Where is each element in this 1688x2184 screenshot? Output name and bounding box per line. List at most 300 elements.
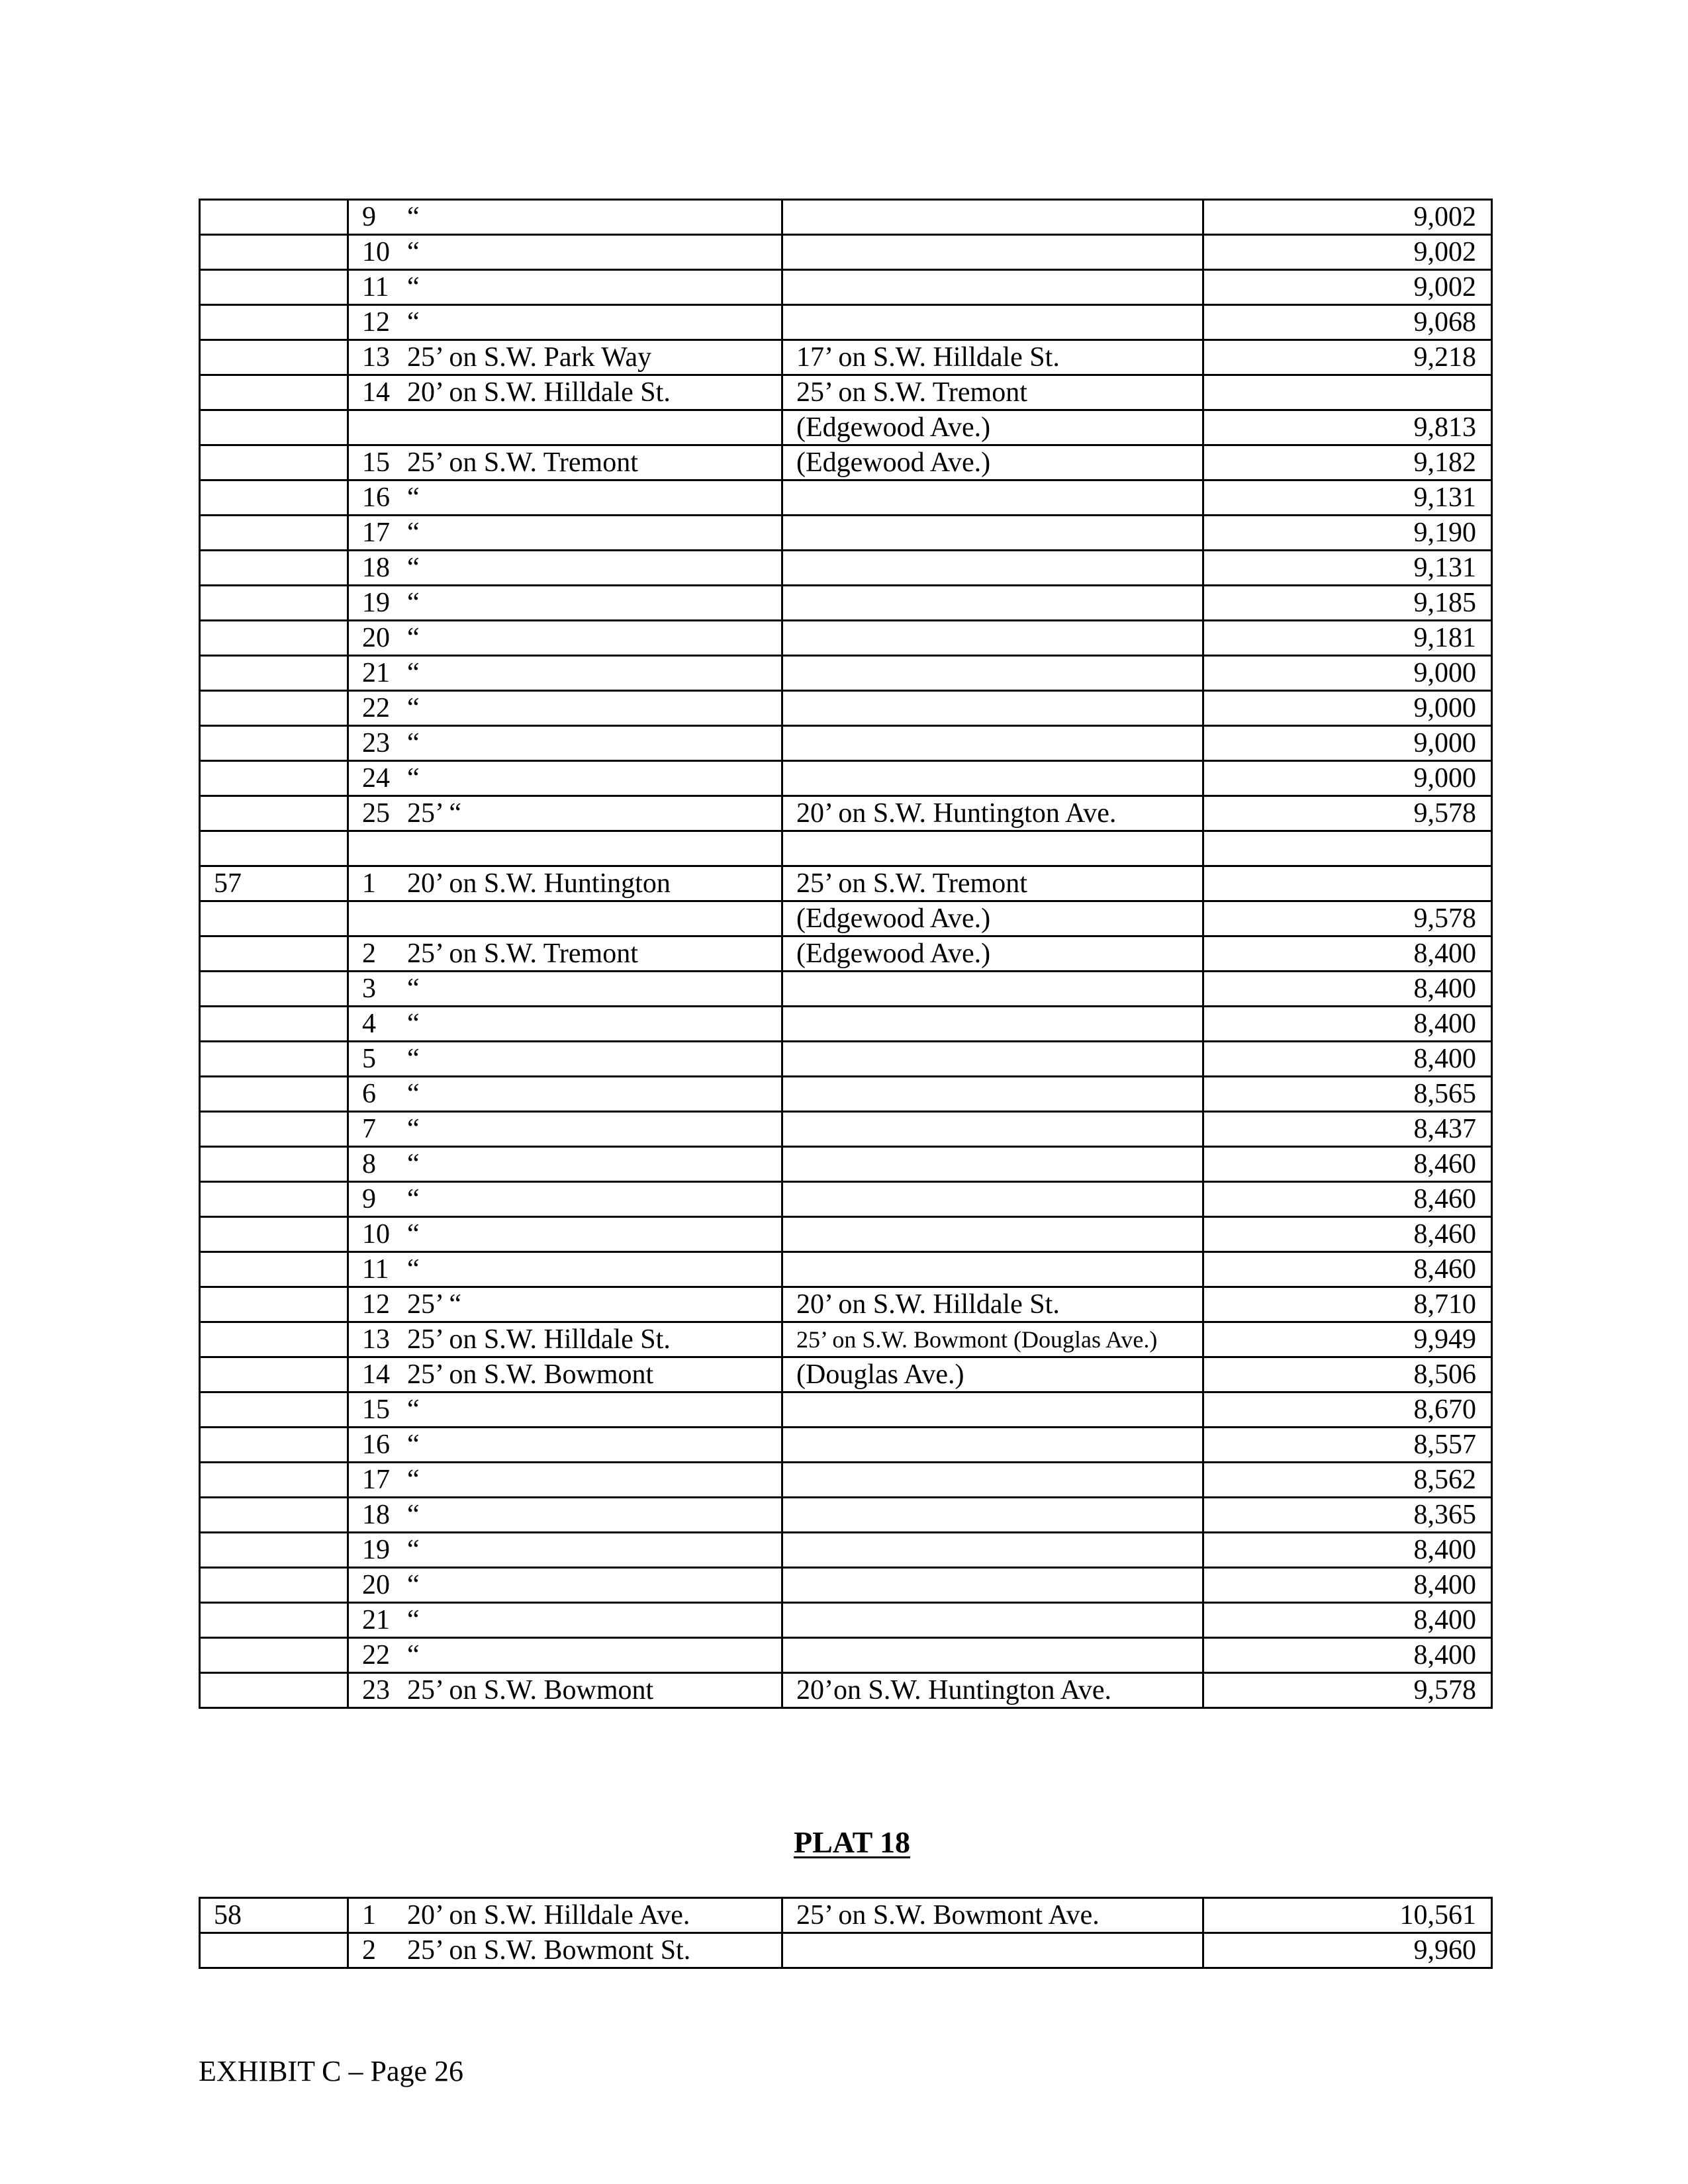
block-cell (200, 1463, 348, 1498)
side-frontage-cell (782, 551, 1203, 586)
table-row (200, 235, 1492, 270)
side-frontage-cell (782, 200, 1203, 235)
block-cell (200, 621, 348, 656)
side-frontage-cell (782, 1533, 1203, 1568)
block-cell (200, 1638, 348, 1673)
area-cell: 9,068 (1203, 305, 1492, 340)
table-row (200, 270, 1492, 305)
side-frontage-cell (782, 1252, 1203, 1287)
side-frontage-cell (782, 1463, 1203, 1498)
block-cell: 57 (200, 866, 348, 901)
side-frontage-cell: 20’ on S.W. Huntington Ave. (782, 796, 1203, 831)
area-cell: 9,813 (1203, 410, 1492, 445)
lot-number: 17 (362, 518, 390, 548)
block-cell (200, 796, 348, 831)
lot-frontage: “ (407, 728, 420, 758)
table-row (200, 1322, 1492, 1357)
table-row (200, 1007, 1492, 1042)
lot-cell (348, 410, 782, 445)
lot-frontage: 20’ on S.W. Huntington (407, 868, 671, 899)
table-row (200, 1112, 1492, 1147)
table-row (200, 621, 1492, 656)
table-row (200, 551, 1492, 586)
area-cell: 8,506 (1203, 1357, 1492, 1392)
table-row (200, 410, 1492, 445)
area-cell: 8,460 (1203, 1217, 1492, 1252)
table-row (200, 1933, 1492, 1968)
side-frontage-cell: (Edgewood Ave.) (782, 901, 1203, 936)
area-cell: 8,400 (1203, 1638, 1492, 1673)
lot-number: 10 (362, 1219, 390, 1250)
side-frontage-cell: 20’on S.W. Huntington Ave. (782, 1673, 1203, 1708)
table-row (200, 972, 1492, 1007)
block-cell (200, 1147, 348, 1182)
lot-cell (348, 1463, 782, 1498)
block-cell (200, 410, 348, 445)
table-row (200, 1217, 1492, 1252)
plat18-table-body (200, 1898, 1492, 1968)
table-row (200, 516, 1492, 551)
lot-cell (348, 1112, 782, 1147)
lot-frontage: “ (407, 1149, 420, 1179)
table-row (200, 1603, 1492, 1638)
block-cell (200, 691, 348, 726)
table-row (200, 901, 1492, 936)
table-row (200, 1287, 1492, 1322)
side-frontage-cell (782, 621, 1203, 656)
plat-heading-text: PLAT 18 (794, 1825, 910, 1859)
area-cell: 9,131 (1203, 480, 1492, 516)
lot-frontage: “ (407, 1465, 420, 1495)
lot-frontage: “ (407, 1254, 420, 1285)
lot-cell (348, 1933, 782, 1968)
block-cell (200, 1533, 348, 1568)
lot-frontage: “ (407, 1219, 420, 1250)
lot-number: 23 (362, 728, 390, 758)
area-cell: 8,400 (1203, 972, 1492, 1007)
side-frontage-cell (782, 305, 1203, 340)
area-cell: 9,578 (1203, 1673, 1492, 1708)
lot-cell (348, 1392, 782, 1428)
lot-number: 3 (362, 974, 376, 1004)
lot-number: 21 (362, 658, 390, 688)
area-cell: 9,190 (1203, 516, 1492, 551)
side-frontage-cell (782, 691, 1203, 726)
lot-number: 13 (362, 1324, 390, 1355)
table-row (200, 445, 1492, 480)
side-frontage-cell (782, 1638, 1203, 1673)
lot-frontage: 25’ on S.W. Bowmont (407, 1675, 654, 1706)
lot-frontage: 25’ on S.W. Bowmont (407, 1359, 654, 1390)
lot-frontage: 25’ “ (407, 798, 462, 829)
lot-number: 10 (362, 237, 390, 267)
table-row (200, 1638, 1492, 1673)
lot-number: 1 (362, 868, 376, 899)
lot-number: 18 (362, 1500, 390, 1530)
side-frontage-cell (782, 235, 1203, 270)
area-cell: 8,710 (1203, 1287, 1492, 1322)
block-cell (200, 445, 348, 480)
lot-frontage: “ (407, 763, 420, 794)
area-cell: 8,460 (1203, 1252, 1492, 1287)
side-frontage-cell: 17’ on S.W. Hilldale St. (782, 340, 1203, 375)
lot-number: 6 (362, 1079, 376, 1109)
table-row (200, 866, 1492, 901)
area-cell: 8,460 (1203, 1182, 1492, 1217)
block-cell (200, 1498, 348, 1533)
lot-number: 18 (362, 553, 390, 583)
lot-frontage: “ (407, 518, 420, 548)
block-cell (200, 1392, 348, 1428)
lot-number: 25 (362, 798, 390, 829)
area-cell: 9,578 (1203, 796, 1492, 831)
table-row (200, 1077, 1492, 1112)
lot-cell (348, 235, 782, 270)
plat18-table (199, 1897, 1493, 1969)
lot-number: 4 (362, 1009, 376, 1039)
table-row (200, 586, 1492, 621)
side-frontage-cell (782, 726, 1203, 761)
area-cell: 9,218 (1203, 340, 1492, 375)
area-cell: 9,002 (1203, 235, 1492, 270)
area-cell: 8,400 (1203, 1533, 1492, 1568)
lot-number: 13 (362, 342, 390, 373)
area-cell: 8,400 (1203, 1007, 1492, 1042)
table-row (200, 656, 1492, 691)
table-row (200, 1042, 1492, 1077)
lot-frontage: “ (407, 272, 420, 302)
table-row (200, 340, 1492, 375)
plat-heading (0, 1821, 1688, 1864)
lot-frontage: “ (407, 307, 420, 338)
side-frontage-cell (782, 270, 1203, 305)
lot-number: 20 (362, 623, 390, 653)
lot-cell (348, 516, 782, 551)
lot-frontage: “ (407, 1605, 420, 1635)
area-cell: 8,400 (1203, 1042, 1492, 1077)
side-frontage-cell: (Edgewood Ave.) (782, 410, 1203, 445)
side-frontage-cell (782, 1428, 1203, 1463)
lot-cell (348, 270, 782, 305)
block-cell (200, 1007, 348, 1042)
block-cell (200, 936, 348, 972)
lot-frontage: 25’ on S.W. Park Way (407, 342, 652, 373)
lot-cell (348, 1217, 782, 1252)
lot-number: 12 (362, 1289, 390, 1320)
table-row (200, 1463, 1492, 1498)
lot-cell (348, 1182, 782, 1217)
lot-frontage: “ (407, 1044, 420, 1074)
table-row (200, 1498, 1492, 1533)
lot-frontage: 25’ on S.W. Tremont (407, 938, 638, 969)
table-row (200, 1898, 1492, 1933)
lot-cell (348, 480, 782, 516)
lot-number: 9 (362, 1184, 376, 1214)
lot-frontage: “ (407, 1500, 420, 1530)
side-frontage-cell: 25’ on S.W. Bowmont Ave. (782, 1898, 1203, 1933)
block-cell (200, 1568, 348, 1603)
block-cell (200, 1673, 348, 1708)
block-cell (200, 901, 348, 936)
table-row (200, 1568, 1492, 1603)
side-frontage-cell (782, 1112, 1203, 1147)
lot-cell (348, 1007, 782, 1042)
lot-number: 23 (362, 1675, 390, 1706)
side-frontage-cell (782, 1933, 1203, 1968)
side-frontage-cell: 25’ on S.W. Tremont (782, 375, 1203, 410)
table-row (200, 1147, 1492, 1182)
lot-number: 16 (362, 482, 390, 513)
table-row (200, 1533, 1492, 1568)
side-frontage-cell (782, 1007, 1203, 1042)
area-cell: 8,365 (1203, 1498, 1492, 1533)
lot-frontage: “ (407, 553, 420, 583)
lot-cell (348, 1673, 782, 1708)
lot-cell (348, 621, 782, 656)
table-row (200, 1392, 1492, 1428)
block-cell (200, 551, 348, 586)
lot-cell (348, 936, 782, 972)
block-cell (200, 726, 348, 761)
side-frontage-cell: 25’ on S.W. Bowmont (Douglas Ave.) (782, 1322, 1203, 1357)
lot-table-body (200, 200, 1492, 1708)
lot-cell (348, 1898, 782, 1933)
block-cell (200, 480, 348, 516)
area-cell: 9,000 (1203, 691, 1492, 726)
lot-frontage: “ (407, 1079, 420, 1109)
lot-cell (348, 1147, 782, 1182)
table-row (200, 1673, 1492, 1708)
area-cell (1203, 831, 1492, 866)
lot-cell (348, 761, 782, 796)
lot-number: 15 (362, 447, 390, 478)
side-frontage-cell (782, 516, 1203, 551)
block-cell (200, 1287, 348, 1322)
table-row (200, 1428, 1492, 1463)
area-cell: 9,000 (1203, 761, 1492, 796)
lot-number: 11 (362, 1254, 389, 1285)
lot-number: 14 (362, 377, 390, 408)
area-cell: 9,002 (1203, 200, 1492, 235)
lot-frontage: 25’ “ (407, 1289, 462, 1320)
table-row (200, 691, 1492, 726)
side-frontage-cell (782, 656, 1203, 691)
block-cell (200, 1322, 348, 1357)
side-frontage-cell (782, 831, 1203, 866)
table-row (200, 305, 1492, 340)
block-cell (200, 235, 348, 270)
table-row (200, 1182, 1492, 1217)
lot-cell (348, 691, 782, 726)
side-frontage-cell: 25’ on S.W. Tremont (782, 866, 1203, 901)
lot-frontage: 25’ on S.W. Bowmont St. (407, 1935, 691, 1966)
table-row (200, 200, 1492, 235)
lot-frontage: “ (407, 623, 420, 653)
lot-frontage: “ (407, 1009, 420, 1039)
block-cell (200, 586, 348, 621)
lot-frontage: 20’ on S.W. Hilldale St. (407, 377, 671, 408)
side-frontage-cell (782, 1147, 1203, 1182)
area-cell: 8,557 (1203, 1428, 1492, 1463)
side-frontage-cell (782, 586, 1203, 621)
lot-cell (348, 1568, 782, 1603)
area-cell: 9,960 (1203, 1933, 1492, 1968)
side-frontage-cell: (Douglas Ave.) (782, 1357, 1203, 1392)
lot-number: 21 (362, 1605, 390, 1635)
table-row (200, 1252, 1492, 1287)
lot-frontage: “ (407, 1114, 420, 1144)
lot-frontage: “ (407, 974, 420, 1004)
area-cell: 9,185 (1203, 586, 1492, 621)
block-cell (200, 1357, 348, 1392)
lot-cell (348, 340, 782, 375)
area-cell: 9,949 (1203, 1322, 1492, 1357)
block-cell (200, 1933, 348, 1968)
lot-number: 12 (362, 307, 390, 338)
lot-cell (348, 831, 782, 866)
block-cell (200, 375, 348, 410)
lot-cell (348, 1287, 782, 1322)
lot-cell (348, 1638, 782, 1673)
lot-frontage: “ (407, 1430, 420, 1460)
lot-cell (348, 1533, 782, 1568)
table-row (200, 375, 1492, 410)
lot-number: 14 (362, 1359, 390, 1390)
lot-cell (348, 551, 782, 586)
block-cell (200, 1182, 348, 1217)
side-frontage-cell (782, 972, 1203, 1007)
lot-cell (348, 1322, 782, 1357)
side-frontage-cell: (Edgewood Ave.) (782, 936, 1203, 972)
block-cell (200, 761, 348, 796)
side-frontage-cell (782, 1217, 1203, 1252)
lot-number: 15 (362, 1394, 390, 1425)
lot-table (199, 199, 1493, 1709)
lot-frontage: “ (407, 1535, 420, 1565)
block-cell (200, 1077, 348, 1112)
lot-cell (348, 1252, 782, 1287)
side-frontage-cell: 20’ on S.W. Hilldale St. (782, 1287, 1203, 1322)
lot-cell (348, 1498, 782, 1533)
lot-cell (348, 866, 782, 901)
side-frontage-cell (782, 1603, 1203, 1638)
area-cell: 8,562 (1203, 1463, 1492, 1498)
lot-number: 11 (362, 272, 389, 302)
table-row (200, 726, 1492, 761)
lot-cell (348, 200, 782, 235)
area-cell: 9,000 (1203, 656, 1492, 691)
side-frontage-cell (782, 1498, 1203, 1533)
area-cell (1203, 375, 1492, 410)
block-cell (200, 1428, 348, 1463)
area-cell: 9,181 (1203, 621, 1492, 656)
lot-number: 9 (362, 202, 376, 232)
lot-number: 20 (362, 1570, 390, 1600)
lot-cell (348, 1428, 782, 1463)
table-row (200, 796, 1492, 831)
side-frontage-cell (782, 761, 1203, 796)
table-row (200, 761, 1492, 796)
lot-number: 17 (362, 1465, 390, 1495)
lot-number: 19 (362, 588, 390, 618)
area-cell: 9,002 (1203, 270, 1492, 305)
table-row (200, 831, 1492, 866)
lot-frontage: “ (407, 1394, 420, 1425)
lot-cell (348, 796, 782, 831)
lot-number: 2 (362, 1935, 376, 1966)
block-cell (200, 305, 348, 340)
lot-cell (348, 726, 782, 761)
side-frontage-cell (782, 480, 1203, 516)
lot-cell (348, 1077, 782, 1112)
lot-cell (348, 375, 782, 410)
block-cell (200, 831, 348, 866)
lot-number: 8 (362, 1149, 376, 1179)
block-cell (200, 1042, 348, 1077)
lot-cell (348, 901, 782, 936)
block-cell (200, 1217, 348, 1252)
lot-frontage: “ (407, 693, 420, 723)
lot-cell (348, 656, 782, 691)
side-frontage-cell (782, 1077, 1203, 1112)
lot-number: 2 (362, 938, 376, 969)
table-row (200, 936, 1492, 972)
lot-cell (348, 1603, 782, 1638)
lot-cell (348, 972, 782, 1007)
lot-cell (348, 1042, 782, 1077)
lot-frontage: “ (407, 1570, 420, 1600)
block-cell (200, 1603, 348, 1638)
area-cell: 8,565 (1203, 1077, 1492, 1112)
lot-frontage: “ (407, 237, 420, 267)
lot-cell (348, 1357, 782, 1392)
block-cell (200, 1112, 348, 1147)
lot-frontage: “ (407, 1640, 420, 1670)
lot-number: 24 (362, 763, 390, 794)
block-cell: 58 (200, 1898, 348, 1933)
area-cell: 8,400 (1203, 1603, 1492, 1638)
block-cell (200, 972, 348, 1007)
lot-frontage: “ (407, 588, 420, 618)
area-cell: 8,400 (1203, 1568, 1492, 1603)
block-cell (200, 656, 348, 691)
area-cell: 9,131 (1203, 551, 1492, 586)
side-frontage-cell (782, 1568, 1203, 1603)
block-cell (200, 270, 348, 305)
area-cell (1203, 866, 1492, 901)
area-cell: 8,400 (1203, 936, 1492, 972)
lot-frontage: “ (407, 1184, 420, 1214)
block-cell (200, 1252, 348, 1287)
lot-number: 19 (362, 1535, 390, 1565)
area-cell: 8,437 (1203, 1112, 1492, 1147)
lot-frontage: 25’ on S.W. Hilldale St. (407, 1324, 671, 1355)
lot-number: 5 (362, 1044, 376, 1074)
area-cell: 8,670 (1203, 1392, 1492, 1428)
lot-number: 22 (362, 693, 390, 723)
lot-cell (348, 586, 782, 621)
table-row (200, 1357, 1492, 1392)
side-frontage-cell (782, 1042, 1203, 1077)
lot-frontage: 25’ on S.W. Tremont (407, 447, 638, 478)
lot-number: 1 (362, 1900, 376, 1931)
lot-frontage: 20’ on S.W. Hilldale Ave. (407, 1900, 690, 1931)
lot-number: 16 (362, 1430, 390, 1460)
side-frontage-cell (782, 1392, 1203, 1428)
lot-cell (348, 305, 782, 340)
table-row (200, 480, 1492, 516)
lot-frontage: “ (407, 202, 420, 232)
